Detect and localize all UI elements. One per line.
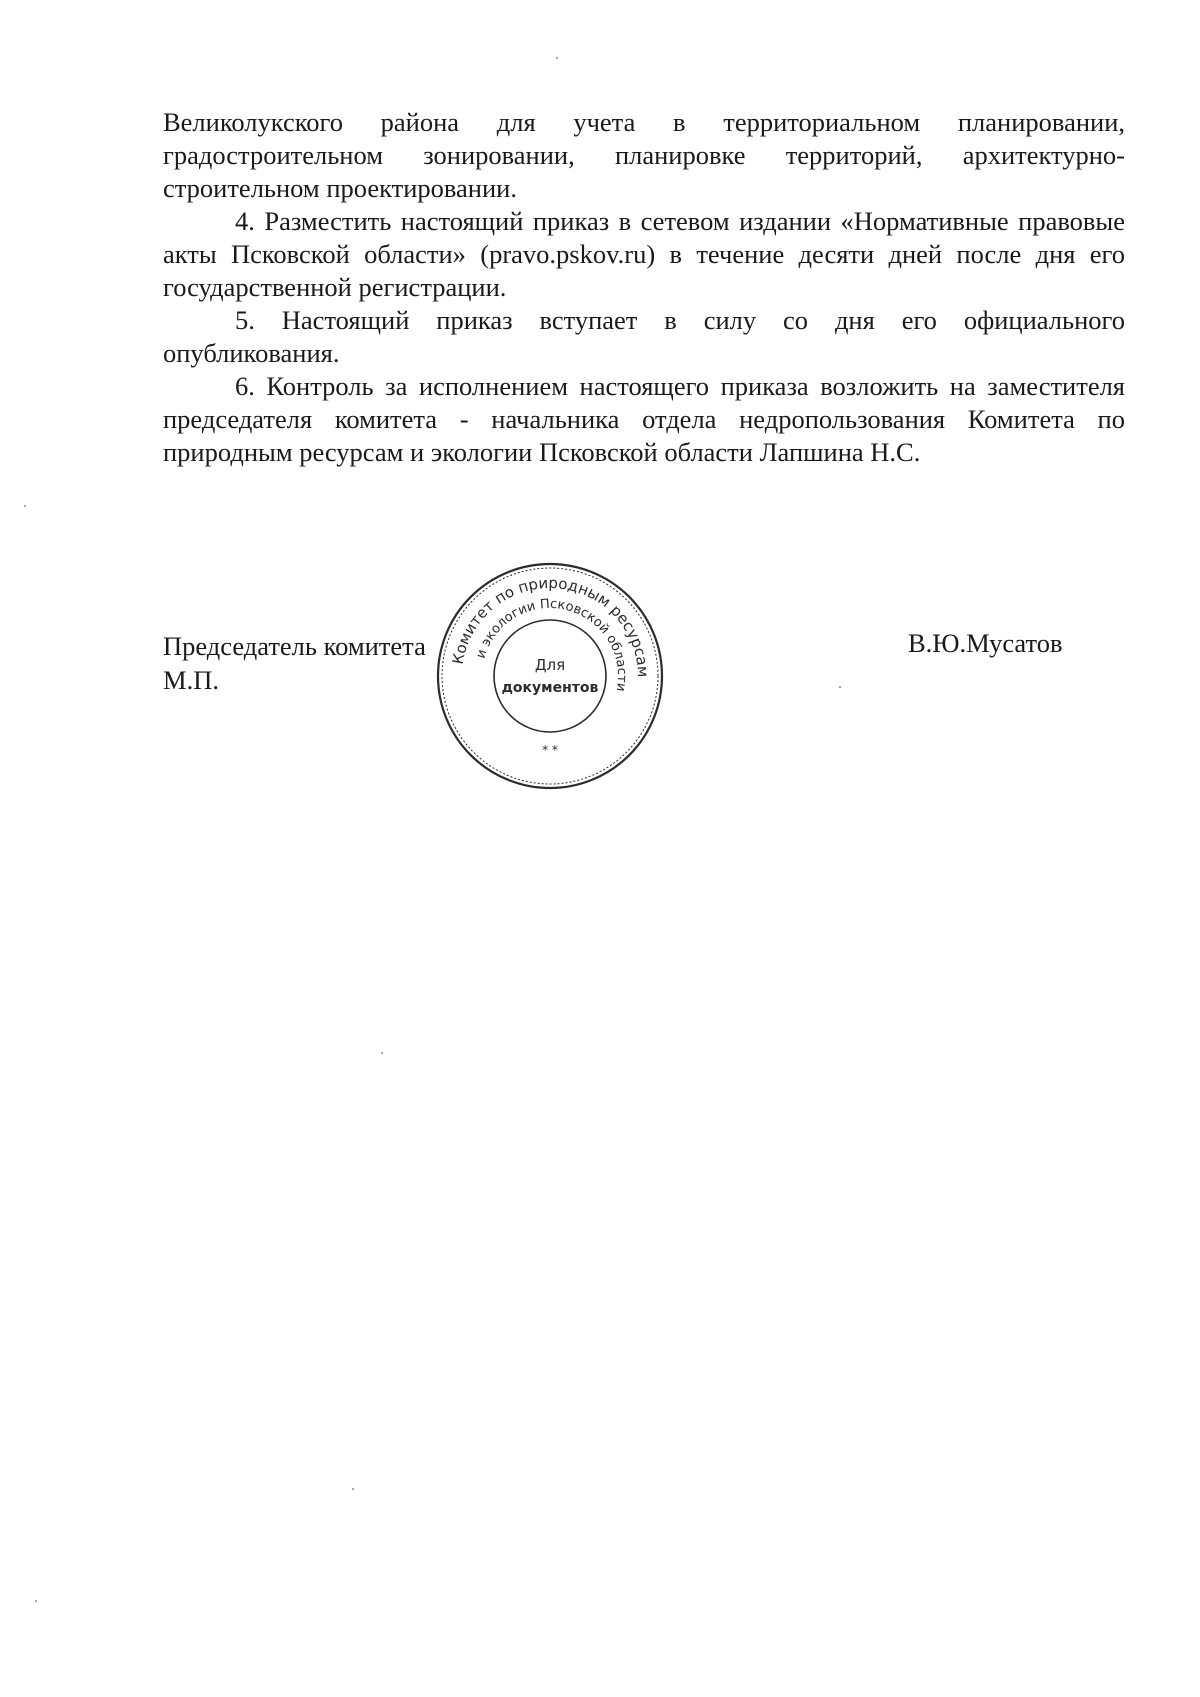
seal-place-mark: М.П.: [163, 665, 219, 695]
scan-speck: [556, 57, 558, 59]
seal-stamp-icon: [432, 558, 668, 794]
order-body-text: [163, 106, 1125, 469]
paragraph-item-4: 4. Разместить настоящий приказ в сетевом издании «Нормативные правовые акты Псковской области» (pravo.pskov.ru) в течение десяти дней после дня его государственной регистрации.: [163, 206, 1125, 302]
scan-speck: [381, 1052, 383, 1054]
paragraph-item-5: 5. Настоящий приказ вступает в силу со дня его официального опубликования.: [163, 305, 1125, 368]
seal-center-line2: документов: [501, 680, 599, 696]
paragraph-item-6: 6. Контроль за исполнением настоящего приказа возложить на заместителя председателя комитета - начальника отдела недропользования Комитета по природным ресурсам и экологии Псковской области Лапшина Н.С.: [163, 371, 1125, 467]
paragraph-continuation: Великолукского района для учета в территориальном планировании, градостроительном зонировании, планировке территорий, архитектурно-строительном проектировании.: [163, 107, 1125, 203]
signatory-position: Председатель комитета: [163, 631, 426, 661]
seal-stars: * *: [542, 743, 558, 757]
official-seal-stamp: [432, 558, 668, 794]
scan-speck: [352, 1488, 354, 1490]
scan-speck: [839, 686, 841, 688]
signatory-name: В.Ю.Мусатов: [908, 628, 1063, 658]
seal-inner-text: и экологии Псковской области: [473, 596, 630, 693]
scan-speck: [35, 1600, 37, 1602]
scan-speck: [24, 505, 26, 507]
seal-center-line1: Для: [534, 656, 566, 674]
seal-outer-text: Комитет по природным ресурсам: [448, 573, 653, 678]
